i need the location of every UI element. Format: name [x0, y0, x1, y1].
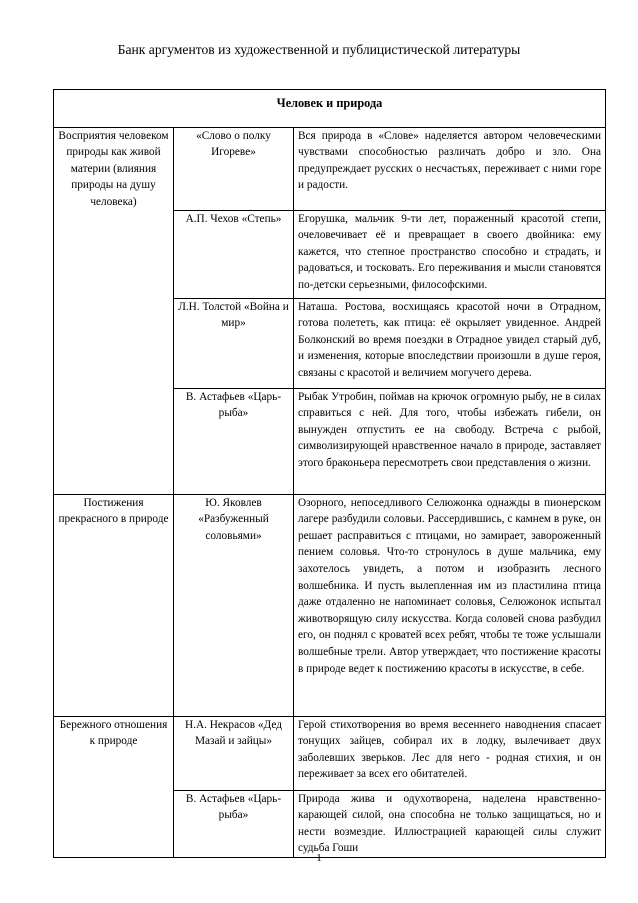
table-row	[54, 127, 606, 210]
work-cell: В. Астафьев «Царь-рыба»	[174, 790, 294, 857]
work-cell: В. Астафьев «Царь-рыба»	[174, 388, 294, 494]
table-header-row	[54, 90, 606, 128]
argument-text-cell: Природа жива и одухотворена, наделена нравственно-карающей силой, она способна не только защищаться, но и нести возмездие. Иллюстрацией карающей силы служит судьба Гоши	[294, 790, 606, 857]
table-heading: Человек и природа	[54, 90, 606, 128]
argument-text-cell: Вся природа в «Слове» наделяется автором человеческими чувствами способностью различать добро и зло. Она предупреждает русских о несчастьях, переживает с ними горе и радости.	[294, 127, 606, 210]
table-row	[54, 716, 606, 790]
argument-text-cell: Герой стихотворения во время весеннего наводнения спасает тонущих зайцев, собирал их в лодку, вылечивает двух заболевших зверьков. Лес для него - родная стихия, и он переживает за всех его обитателей.	[294, 716, 606, 790]
work-cell: «Слово о полку Игореве»	[174, 127, 294, 210]
topic-cell: Постижения прекрасного в природе	[54, 494, 174, 716]
arguments-table	[53, 89, 606, 858]
work-cell: Н.А. Некрасов «Дед Мазай и зайцы»	[174, 716, 294, 790]
work-cell: Л.Н. Толстой «Война и мир»	[174, 298, 294, 388]
argument-text-cell: Озорного, непоседливого Селюжонка однажды в пионерском лагере разбудили соловьи. Рассердившись, с камнем в руке, он решает расправиться с птицами, но замирает, завороженный пением соловья. Что-то стронулось в душе мальчика, ему захотелось увидеть, а потом и изобразить лесного волшебника. И пусть вылепленная им из пластилина птица даже отдаленно не напоминает соловья, Селюжонок испытал животворящую силу искусства. Когда соловей снова разбудил его, он поднял с кроватей всех ребят, чтобы те тоже услышали волшебные трели. Автор утверждает, что постижение красоты в природе ведет к постижению красоты в искусстве, в себе.	[294, 494, 606, 716]
page-number: 1	[316, 852, 322, 864]
argument-text-cell: Рыбак Утробин, поймав на крючок огромную рыбу, не в силах справиться с ней. Для того, чтобы избежать гибели, он вынужден отпустить ее на свободу. Встреча с рыбой, символизирующей нравственное начало в природе, заставляет этого браконьера пересмотреть свои представления о жизни.	[294, 388, 606, 494]
work-cell: А.П. Чехов «Степь»	[174, 210, 294, 298]
topic-cell: Восприятия человеком природы как живой материи (влияния природы на душу человека)	[54, 127, 174, 494]
page-title: Банк аргументов из художественной и публицистической литературы	[117, 42, 521, 57]
topic-cell: Бережного отношения к природе	[54, 716, 174, 857]
argument-text-cell: Егорушка, мальчик 9-ти лет, пораженный красотой степи, очеловечивает её и превращает в своего двойника: ему кажется, что степное пространство способно и страдать, и радоваться, и тосковать. Его переживания и мысли становятся по-детски серьезными, философскими.	[294, 210, 606, 298]
argument-text-cell: Наташа. Ростова, восхищаясь красотой ночи в Отрадном, готова полететь, как птица: её окрыляет увиденное. Андрей Болконский во время поездки в Отрадное увидел старый дуб, и изменения, которые впоследствии произошли в душе героя, связаны с красотой и величием могучего дерева.	[294, 298, 606, 388]
table-row	[54, 494, 606, 716]
work-cell: Ю. Яковлев «Разбуженный соловьями»	[174, 494, 294, 716]
